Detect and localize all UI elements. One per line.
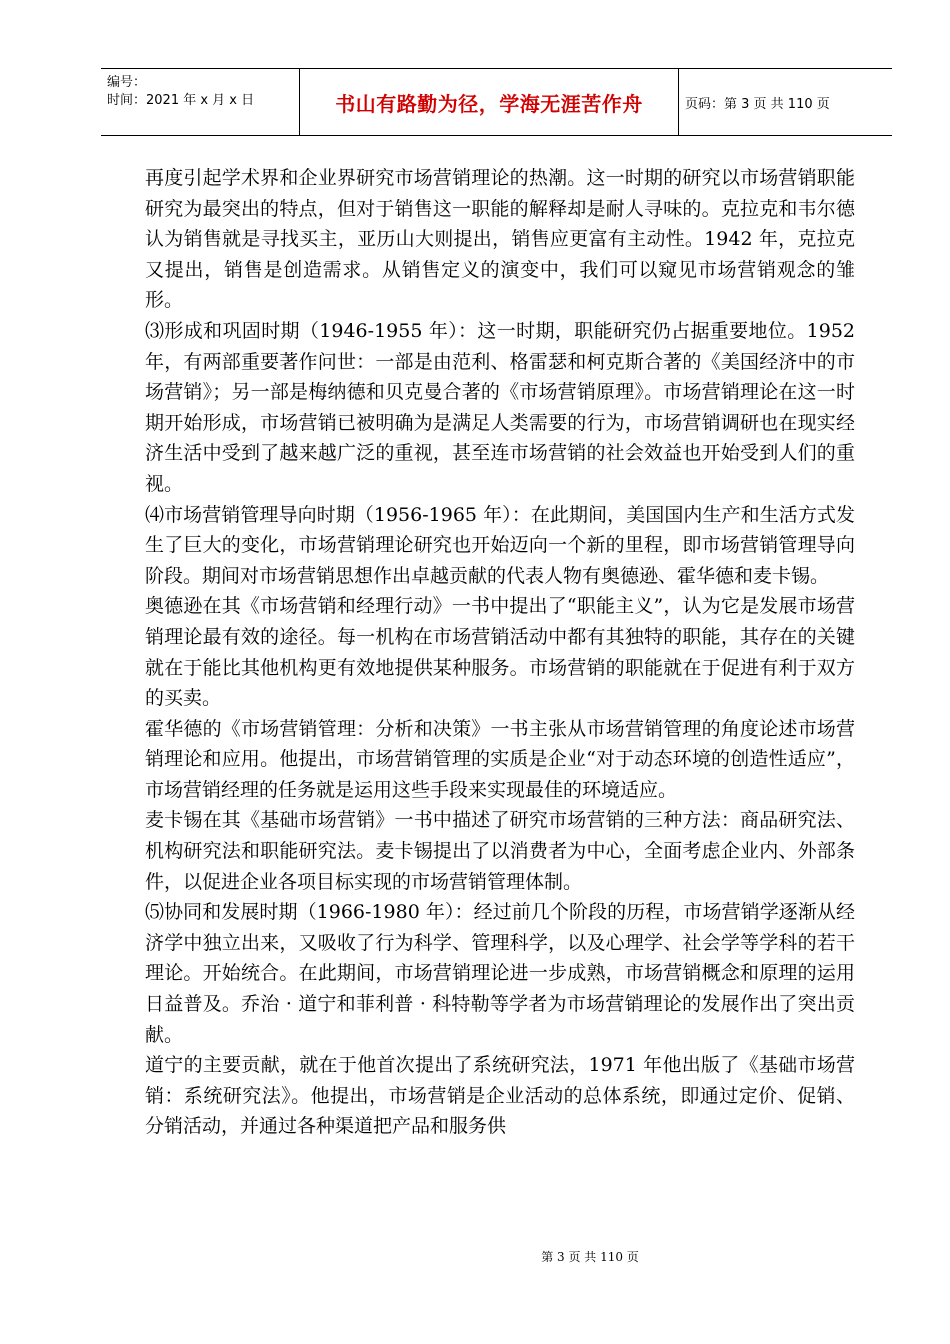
paragraph: ⑷市场营销管理导向时期（1956-1965 年）：在此期间，美国国内生产和生活方式发生了巨大的变化，市场营销理论研究也开始迈向一个新的里程，即市场营销管理导向阶段。期间对市场营销思想作出卓越贡献的代表人物有奥德逊、霍华德和麦卡锡。 xyxy=(145,503,855,587)
paragraph: ⑶形成和巩固时期（1946-1955 年）：这一时期，职能研究仍占据重要地位。1952 年，有两部重要著作问世：一部是由范利、格雷瑟和柯克斯合著的《美国经济中的市场营销》；另一部是梅纳德和贝克曼合著的《市场营销原理》。市场营销理论在这一时期开始形成，市场营销已被明确为是满足人类需要的行为，市场营销调研也在现实经济生活中受到了越来越广泛的重视，甚至连市场营销的社会效益也开始受到人们的重视。 xyxy=(145,319,855,495)
paragraph: 霍华德的《市场营销管理：分析和决策》一书主张从市场营销管理的角度论述市场营销理论和应用。他提出，市场营销管理的实质是企业“对于动态环境的创造性适应”，市场营销经理的任务就是运用这些手段来实现最佳的环境适应。 xyxy=(145,717,855,801)
paragraph: 奥德逊在其《市场营销和经理行动》一书中提出了“职能主义”，认为它是发展市场营销理论最有效的途径。每一机构在市场营销活动中都有其独特的职能，其存在的关键就在于能比其他机构更有效地提供某种服务。市场营销的职能就在于促进有利于双方的买卖。 xyxy=(145,595,855,710)
header-motto: 书山有路勤为径，学海无涯苦作舟 xyxy=(300,69,679,135)
page-header xyxy=(101,68,892,136)
page-footer xyxy=(0,1248,950,1265)
document-date-label: 时间：2021 年 x 月 x 日 xyxy=(107,93,255,108)
paragraph: 再度引起学术界和企业界研究市场营销理论的热潮。这一时期的研究以市场营销职能研究为最突出的特点，但对于销售这一职能的解释却是耐人寻味的。克拉克和韦尔德认为销售就是寻找买主，亚历山大则提出，销售应更富有主动性。1942 年，克拉克又提出，销售是创造需求。从销售定义的演变中，我们可以窥见市场营销观念的雏形。 xyxy=(145,167,855,312)
document-body xyxy=(145,163,855,1142)
paragraph: ⑸协同和发展时期（1966-1980 年）：经过前几个阶段的历程，市场营销学逐渐从经济学中独立出来，又吸收了行为科学、管理科学，以及心理学、社会学等学科的若干理论。开始统合。在此期间，市场营销理论进一步成熟，市场营销概念和原理的运用日益普及。乔治 · 道宁和菲利普 · 科特勒等学者为市场营销理论的发展作出了突出贡献。 xyxy=(145,901,855,1046)
header-page-info: 页码：第 3 页 共 110 页 xyxy=(685,96,830,112)
paragraph: 道宁的主要贡献，就在于他首次提出了系统研究法，1971 年他出版了《基础市场营销：系统研究法》。他提出，市场营销是企业活动的总体系统，即通过定价、促销、分销活动，并通过各种渠道把产品和服务供 xyxy=(145,1054,855,1138)
footer-page-number: 第 3 页 共 110 页 xyxy=(541,1250,639,1264)
header-meta xyxy=(101,69,300,135)
document-number-label: 编号： xyxy=(107,75,147,90)
paragraph: 麦卡锡在其《基础市场营销》一书中描述了研究市场营销的三种方法：商品研究法、机构研究法和职能研究法。麦卡锡提出了以消费者为中心，全面考虑企业内、外部条件，以促进企业各项目标实现的市场营销管理体制。 xyxy=(145,809,855,893)
